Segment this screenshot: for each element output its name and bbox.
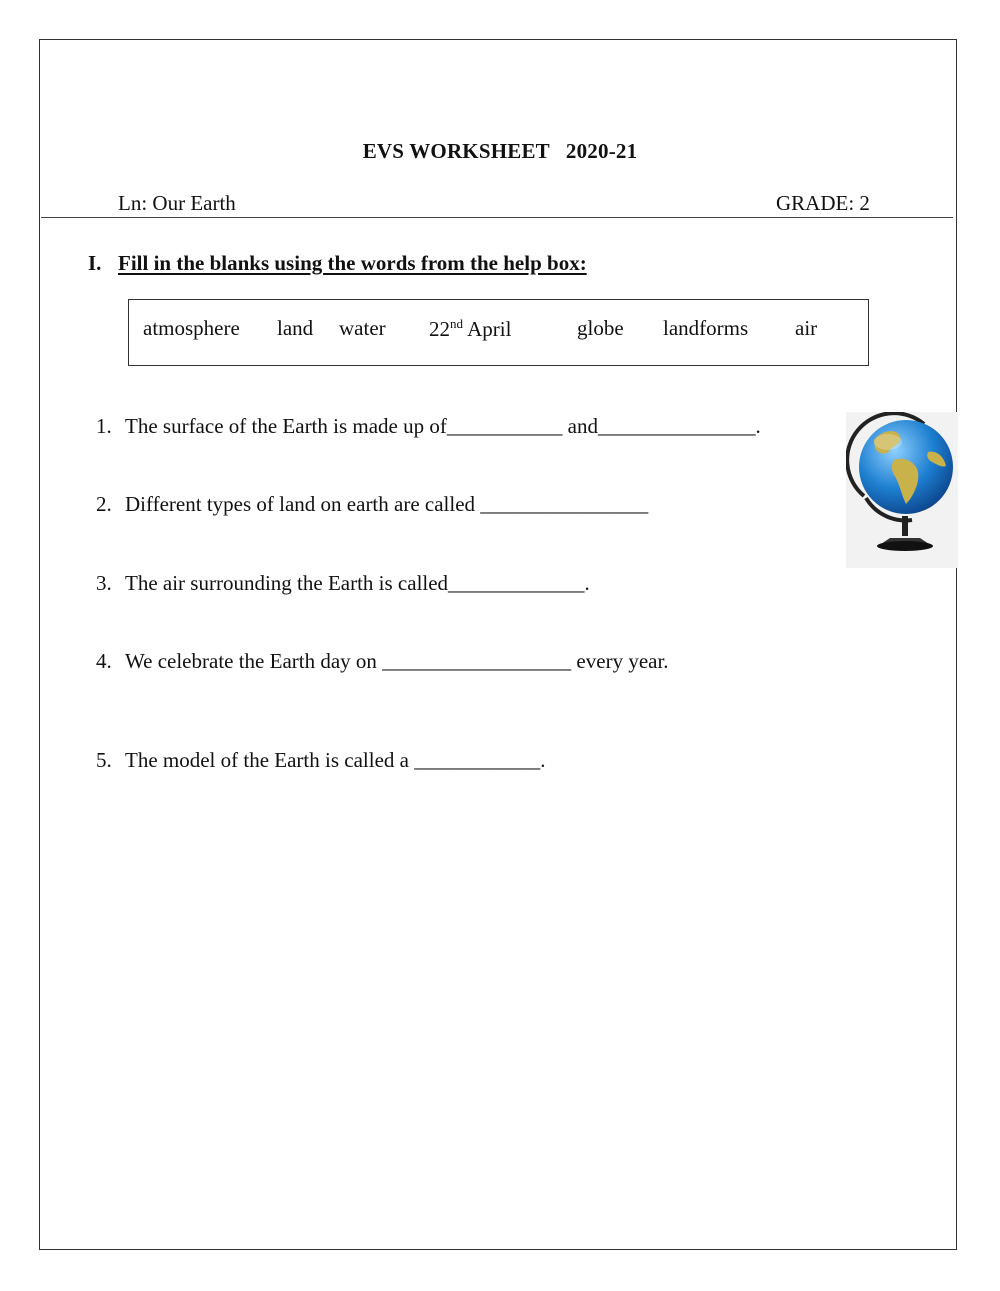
help-word-water: water [339,316,386,340]
question-text: The air surrounding the Earth is called_____________. [125,571,590,595]
question-number: 4. [96,649,112,673]
question-4 [96,649,669,674]
globe-icon [846,412,958,568]
question-text: The surface of the Earth is made up of___________ and_______________. [125,414,761,438]
date-day: 22 [429,317,450,341]
date-suffix: nd [450,316,463,331]
help-word-globe: globe [577,316,624,340]
question-number: 1. [96,414,112,438]
question-number: 3. [96,571,112,595]
question-number: 2. [96,492,112,516]
globe-image [846,412,958,568]
section-heading: Fill in the blanks using the words from the help box: [118,251,587,275]
title-year: 2020-21 [565,139,638,163]
worksheet-title [0,139,1000,164]
page-border [39,39,957,1250]
header-divider [41,217,953,218]
help-word-air: air [795,316,818,340]
question-text: The model of the Earth is called a ____________. [125,748,546,772]
title-text: EVS WORKSHEET [362,139,550,163]
question-5 [96,748,545,773]
help-word-date [429,316,511,342]
grade-label: GRADE: 2 [776,191,870,215]
help-word-land: land [277,316,314,340]
help-word-atmosphere: atmosphere [143,316,240,340]
question-text: We celebrate the Earth day on __________________ every year. [125,649,669,673]
question-1 [96,414,761,439]
help-word-landforms: landforms [663,316,749,340]
question-3 [96,571,590,596]
section-number: I. [88,251,102,275]
date-month: April [467,317,512,341]
question-text: Different types of land on earth are called ________________ [125,492,649,516]
lesson-name: Ln: Our Earth [118,191,236,215]
question-2 [96,492,648,517]
question-number: 5. [96,748,112,772]
